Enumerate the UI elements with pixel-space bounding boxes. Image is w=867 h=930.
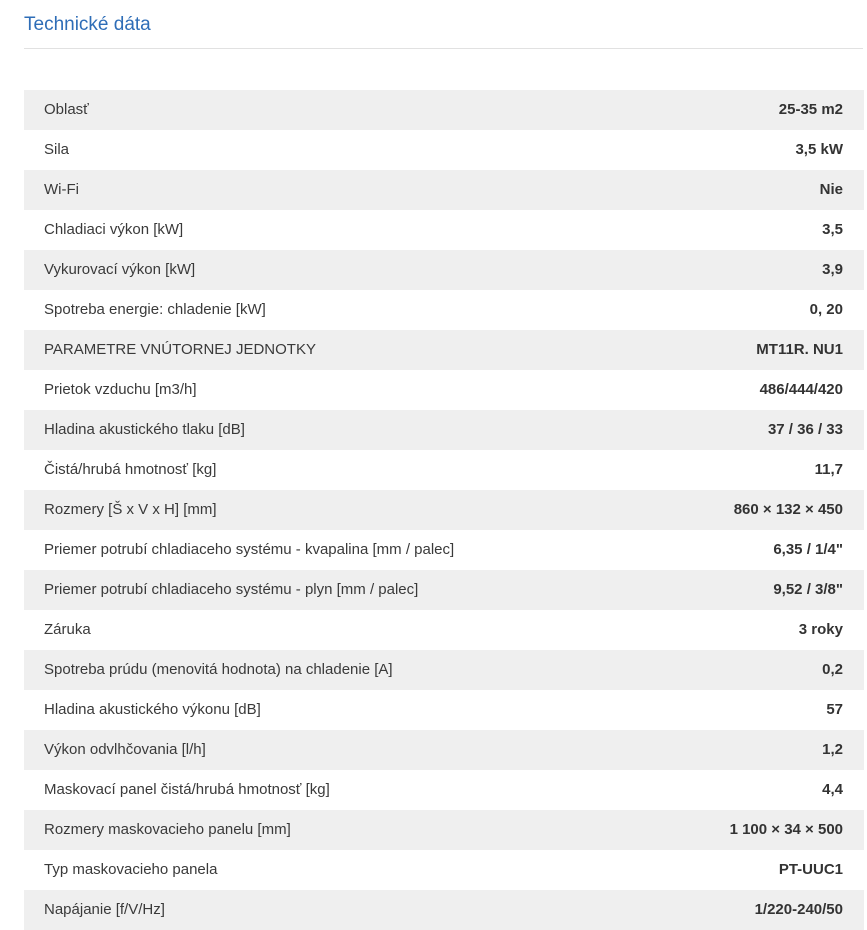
spec-value: 6,35 / 1/4" (773, 541, 843, 558)
spec-value: 11,7 (814, 461, 843, 478)
spec-label: Rozmery maskovacieho panelu [mm] (44, 821, 291, 838)
spec-label: Oblasť (44, 101, 89, 118)
spec-row (24, 330, 864, 370)
spec-value: 1/220-240/50 (754, 901, 843, 918)
spec-row (24, 490, 864, 530)
spec-label: Záruka (44, 621, 91, 638)
spec-row (24, 90, 864, 130)
tech-specs-body (24, 90, 864, 930)
spec-value: MT11R. NU1 (756, 341, 843, 358)
spec-row (24, 890, 864, 930)
spec-value: 0, 20 (809, 301, 843, 318)
spec-row (24, 250, 864, 290)
spec-row (24, 610, 864, 650)
spec-value: 486/444/420 (759, 381, 843, 398)
spec-label: Napájanie [f/V/Hz] (44, 901, 165, 918)
spec-label: Spotreba energie: chladenie [kW] (44, 301, 266, 318)
spec-label: Chladiaci výkon [kW] (44, 221, 184, 238)
spec-label: Typ maskovacieho panela (44, 861, 218, 878)
spec-label: Maskovací panel čistá/hrubá hmotnosť [kg] (44, 781, 330, 798)
section-title: Technické dáta (24, 14, 151, 35)
spec-row (24, 650, 864, 690)
spec-row (24, 130, 864, 170)
spec-value: 1 100 × 34 × 500 (729, 821, 843, 838)
spec-value: 9,52 / 3/8" (773, 581, 843, 598)
spec-row (24, 410, 864, 450)
spec-label: PARAMETRE VNÚTORNEJ JEDNOTKY (44, 341, 316, 358)
spec-row (24, 690, 864, 730)
spec-row (24, 570, 864, 610)
spec-row (24, 530, 864, 570)
spec-value: 4,4 (822, 781, 843, 798)
spec-label: Čistá/hrubá hmotnosť [kg] (44, 461, 217, 478)
spec-label: Hladina akustického tlaku [dB] (44, 421, 245, 438)
spec-row (24, 770, 864, 810)
spec-value: 3,9 (822, 261, 843, 278)
spec-value: 57 (826, 701, 843, 718)
spec-value: PT-UUC1 (778, 861, 843, 878)
spec-value: 0,2 (822, 661, 843, 678)
spec-row (24, 370, 864, 410)
spec-row (24, 290, 864, 330)
spec-label: Wi-Fi (44, 181, 79, 198)
spec-row (24, 210, 864, 250)
spec-value: 3,5 kW (795, 141, 843, 158)
spec-label: Rozmery [Š x V x H] [mm] (44, 501, 217, 518)
spec-label: Prietok vzduchu [m3/h] (44, 381, 197, 398)
spec-row (24, 730, 864, 770)
tech-specs-table (24, 90, 864, 930)
spec-value: 860 × 132 × 450 (733, 501, 843, 518)
spec-value: 37 / 36 / 33 (767, 421, 843, 438)
spec-row (24, 850, 864, 890)
section-header (24, 0, 863, 49)
spec-label: Priemer potrubí chladiaceho systému - kvapalina [mm / palec] (44, 541, 455, 558)
spec-row (24, 810, 864, 850)
spec-label: Sila (44, 141, 70, 158)
spec-label: Výkon odvlhčovania [l/h] (44, 741, 206, 758)
spec-row (24, 450, 864, 490)
spec-label: Priemer potrubí chladiaceho systému - plyn [mm / palec] (44, 581, 419, 598)
spec-label: Spotreba prúdu (menovitá hodnota) na chladenie [A] (44, 661, 393, 678)
spec-value: Nie (819, 181, 843, 198)
spec-value: 25-35 m2 (778, 101, 843, 118)
spec-row (24, 170, 864, 210)
spec-value: 1,2 (822, 741, 843, 758)
spec-label: Hladina akustického výkonu [dB] (44, 701, 261, 718)
spec-label: Vykurovací výkon [kW] (44, 261, 196, 278)
spec-value: 3 roky (798, 621, 843, 638)
spec-value: 3,5 (822, 221, 843, 238)
